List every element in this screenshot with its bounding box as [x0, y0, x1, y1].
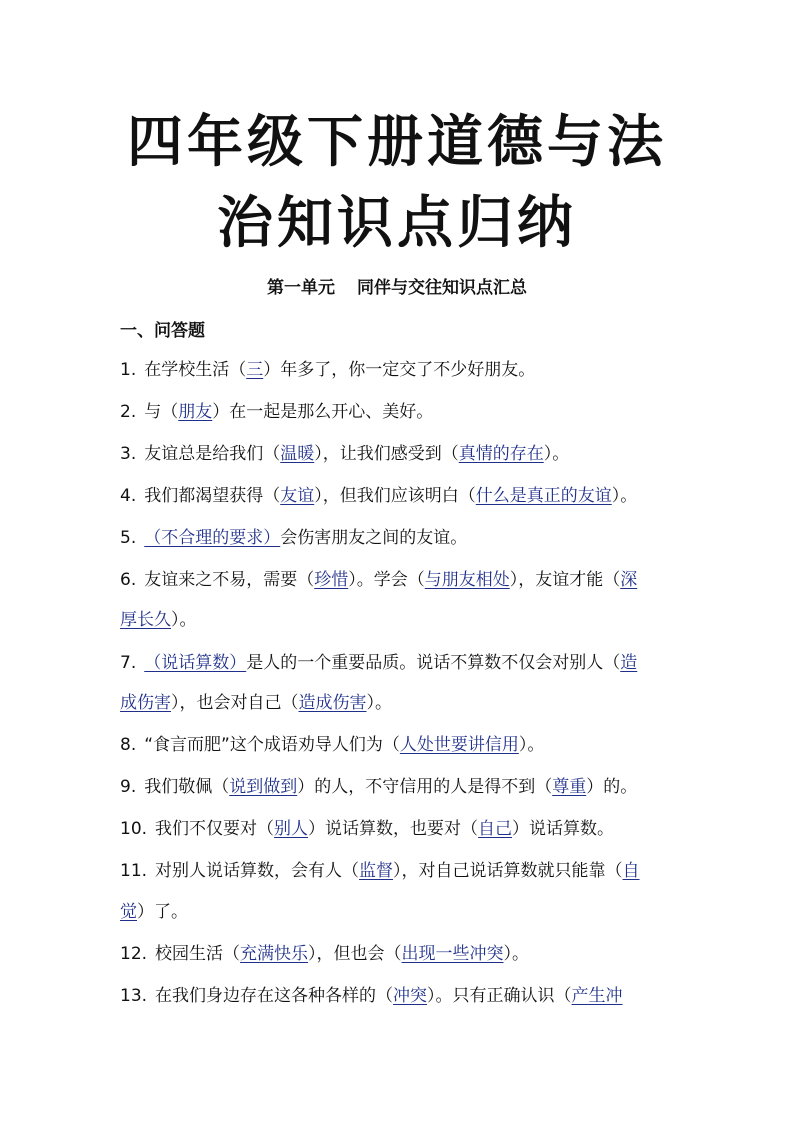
answer: 与朋友相处 — [424, 570, 510, 590]
answer: 友谊 — [280, 486, 315, 506]
item-text: ），让我们感受到（ — [314, 444, 459, 464]
list-item-4 — [120, 488, 680, 505]
answer: 厚长久 — [120, 610, 171, 630]
item-number: 11. — [120, 861, 148, 881]
item-text: ）。 — [543, 444, 570, 464]
item-text: ）年多了，你一定交了不少好朋友。 — [263, 360, 536, 380]
item-text: ），但我们应该明白（ — [314, 486, 476, 506]
answer: 自己 — [478, 819, 513, 839]
item-text: ）。学会（ — [348, 570, 425, 590]
item-number: 6. — [120, 570, 137, 590]
item-text: ）。 — [366, 693, 392, 713]
item-text: 我们都渴望获得（ — [144, 486, 281, 506]
item-text: ）的。 — [586, 777, 638, 797]
list-item-9 — [120, 779, 680, 796]
item-number: 12. — [120, 944, 148, 964]
list-item-2 — [120, 404, 680, 421]
document-title-line-2: 治知识点归纳 — [217, 190, 577, 256]
answer: 冲突 — [393, 986, 428, 1006]
answer: 成伤害 — [120, 693, 171, 713]
item-number: 7. — [120, 653, 137, 673]
item-number: 4. — [120, 486, 137, 506]
item-number: 8. — [120, 735, 137, 755]
item-text: ）。 — [171, 610, 197, 630]
answer: 造 — [620, 653, 638, 673]
answer: 人处世要讲信用 — [399, 735, 519, 755]
item-text: ）。 — [503, 944, 530, 964]
answer: （不合理的要求） — [144, 528, 281, 548]
item-text: 会伤害朋友之间的友谊。 — [280, 528, 468, 548]
list-item-6-continued — [120, 612, 680, 629]
answer: （说话算数） — [144, 653, 247, 673]
answer: 深 — [620, 570, 638, 590]
item-text: 我们敬佩（ — [144, 777, 230, 797]
item-text: ），也会对自己（ — [171, 693, 299, 713]
answer: 什么是真正的友谊 — [475, 486, 612, 506]
list-item-11 — [120, 863, 680, 880]
item-number: 1. — [120, 360, 137, 380]
answer: 造成伤害 — [298, 693, 367, 713]
list-item-11-continued — [120, 904, 680, 921]
item-text: ）了。 — [137, 902, 188, 922]
item-text: 校园生活（ — [155, 944, 241, 964]
item-text: 友谊总是给我们（ — [144, 444, 281, 464]
item-text: ）。只有正确认识（ — [427, 986, 572, 1006]
item-text: 在我们身边存在这各种各样的（ — [155, 986, 394, 1006]
list-item-7 — [120, 655, 680, 672]
answer: 朋友 — [178, 402, 213, 422]
list-item-5 — [120, 530, 680, 547]
item-text: ），对自己说话算数就只能靠（ — [393, 861, 623, 881]
answer: 尊重 — [552, 777, 587, 797]
list-item-3 — [120, 446, 680, 463]
item-number: 9. — [120, 777, 137, 797]
answer: 珍惜 — [314, 570, 349, 590]
item-text: 在学校生活（ — [144, 360, 247, 380]
list-item-1 — [120, 362, 680, 379]
answer: 觉 — [120, 902, 137, 922]
item-text: 对别人说话算数，会有人（ — [155, 861, 360, 881]
item-text: ），友谊才能（ — [509, 570, 621, 590]
list-item-6 — [120, 572, 680, 589]
item-number: 3. — [120, 444, 137, 464]
item-text: ）。 — [611, 486, 638, 506]
answer: 出现一些冲突 — [401, 944, 504, 964]
list-item-13 — [120, 988, 680, 1005]
item-text: ）说话算数。 — [512, 819, 615, 839]
item-number: 13. — [120, 986, 148, 1006]
answer: 说到做到 — [229, 777, 298, 797]
unit-heading — [0, 280, 794, 297]
item-number: 10. — [120, 819, 148, 839]
unit-name: 第一单元 — [267, 278, 335, 298]
answer: 充满快乐 — [240, 944, 309, 964]
item-text: “食言而肥”这个成语劝导人们为（ — [144, 735, 400, 755]
item-text: 我们不仅要对（ — [155, 819, 275, 839]
document-title-line-1: 四年级下册道德与法 — [127, 109, 667, 175]
list-item-12 — [120, 946, 680, 963]
answer: 自 — [622, 861, 640, 881]
unit-topic: 同伴与交往知识点汇总 — [357, 278, 527, 298]
list-item-7-continued — [120, 695, 680, 712]
list-item-8 — [120, 737, 680, 754]
item-text: ）的人，不守信用的人是得不到（ — [297, 777, 553, 797]
section-heading: 一、问答题 — [120, 321, 205, 341]
item-text: 是人的一个重要品质。说话不算数不仅会对别人（ — [246, 653, 621, 673]
answer: 三 — [246, 360, 264, 380]
item-number: 5. — [120, 528, 137, 548]
item-text: ）说话算数，也要对（ — [308, 819, 479, 839]
list-item-10 — [120, 821, 680, 838]
item-text: ），但也会（ — [308, 944, 402, 964]
answer: 监督 — [359, 861, 394, 881]
item-text: 与（ — [144, 402, 179, 422]
answer: 温暖 — [280, 444, 315, 464]
answer: 产生冲 — [571, 986, 623, 1006]
item-text: ）在一起是那么开心、美好。 — [212, 402, 434, 422]
item-text: 友谊来之不易，需要（ — [144, 570, 315, 590]
item-number: 2. — [120, 402, 137, 422]
answer: 别人 — [274, 819, 309, 839]
answer: 真情的存在 — [458, 444, 544, 464]
item-text: ）。 — [518, 735, 545, 755]
